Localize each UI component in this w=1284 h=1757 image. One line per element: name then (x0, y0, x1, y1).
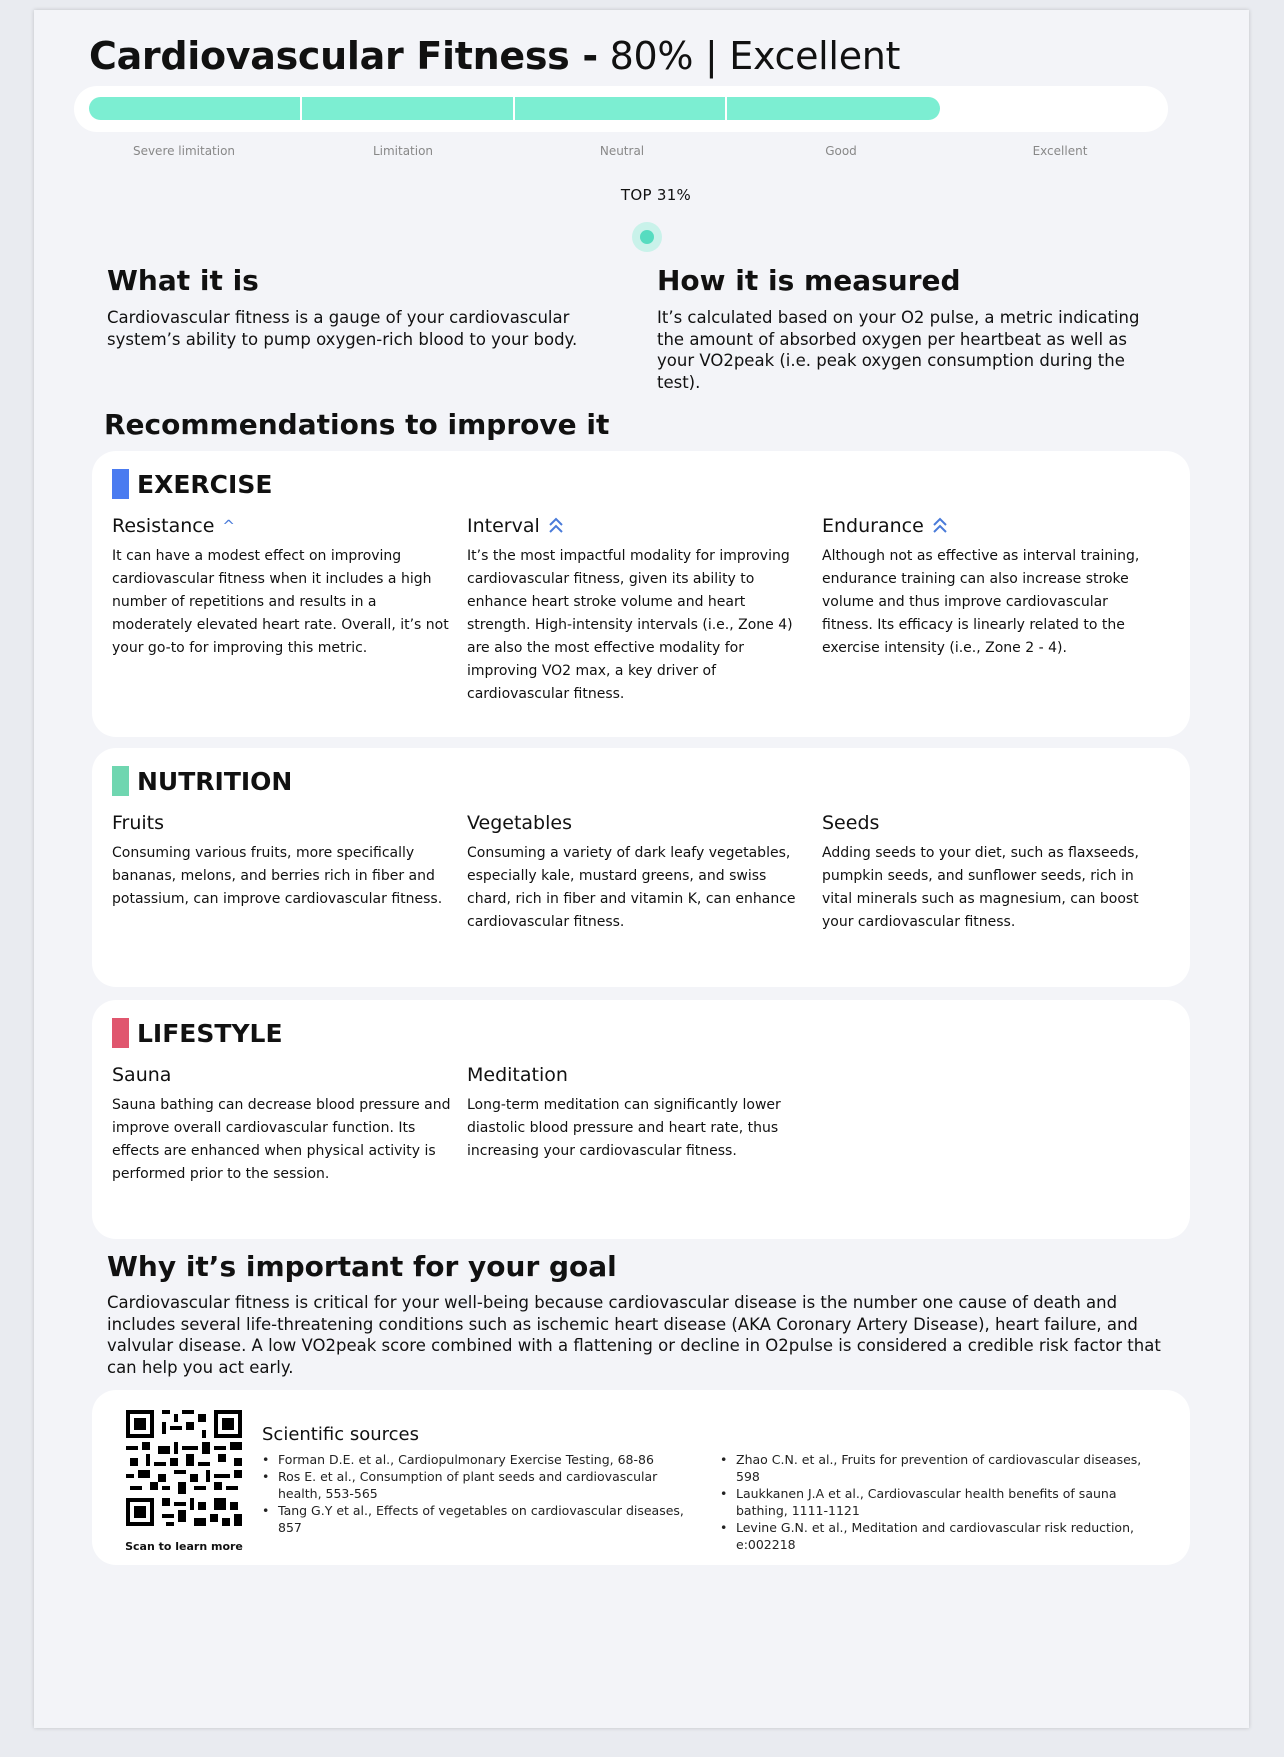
exercise-item-interval (467, 514, 807, 706)
source-item: • Laukkanen J.A et al., Cardiovascular health benefits of sauna bathing, 1111-1121 (720, 1485, 1160, 1519)
item-title: Meditation (467, 1064, 568, 1086)
item-title: Resistance (112, 515, 215, 537)
how-measured-text: It’s calculated based on your O2 pulse, a metric indicating the amount of absorbed oxygen per heartbeat as well as your VO2peak (i.e. peak oxygen consumption during the test). (657, 308, 1140, 392)
scale-label-limitation: Limitation (372, 144, 434, 158)
item-description: It’s the most impactful modality for improving cardiovascular fitness, given its ability to enhance heart stroke volume and heart strength. High-intensity intervals (i.e., Zone 4) are also the most effective modality for improving VO2 max, a key driver of cardiovascular fitness. (467, 548, 793, 702)
sources-list-left (262, 1451, 692, 1536)
scale-label-good: Good (825, 144, 857, 158)
exercise-item-resistance (112, 514, 452, 660)
item-title: Sauna (112, 1064, 172, 1086)
qr-code[interactable] (126, 1410, 242, 1526)
exercise-color-bar (112, 469, 129, 499)
progress-segment (515, 97, 728, 120)
progress-segment (727, 97, 940, 120)
page-title (89, 34, 900, 78)
what-it-is-text: Cardiovascular fitness is a gauge of your cardiovascular system’s ability to pump oxygen-rich blood to your body. (107, 308, 578, 349)
exercise-card (92, 451, 1190, 737)
progress-segment (89, 97, 302, 120)
exercise-heading-label: EXERCISE (137, 469, 273, 499)
how-measured-heading: How it is measured (657, 264, 961, 297)
lifestyle-item-meditation (467, 1063, 807, 1163)
nutrition-color-bar (112, 766, 129, 796)
why-important-heading: Why it’s important for your goal (107, 1250, 617, 1283)
item-title: Endurance (822, 515, 924, 537)
report-page (34, 10, 1249, 1728)
sources-heading: Scientific sources (262, 1424, 419, 1445)
source-item: • Tang G.Y et al., Effects of vegetables on cardiovascular diseases, 857 (262, 1502, 692, 1536)
lifestyle-card (92, 1000, 1190, 1239)
progress-segment (302, 97, 515, 120)
item-title: Interval (467, 515, 540, 537)
exercise-item-endurance (822, 514, 1162, 660)
item-description: Consuming a variety of dark leafy vegetables, especially kale, mustard greens, and swiss chard, rich in fiber and vitamin K, can enhance cardiovascular fitness. (467, 845, 796, 930)
nutrition-item-fruits (112, 811, 452, 911)
percentile-label: TOP 31% (620, 186, 692, 204)
item-description: Long-term meditation can significantly lower diastolic blood pressure and heart rate, thus increasing your cardiovascular fitness. (467, 1097, 781, 1159)
item-title: Fruits (112, 812, 165, 834)
item-title: Seeds (822, 812, 880, 834)
lifestyle-heading (112, 1018, 283, 1048)
item-description: Although not as effective as interval training, endurance training can also increase stroke volume and thus improve cardiovascular fitness. Its efficacy is linearly related to the exercise intensity (i.e., Zone 2 - 4). (822, 548, 1140, 656)
double-chevron-up-icon (932, 516, 948, 536)
nutrition-item-seeds (822, 811, 1162, 934)
scale-label-excellent: Excellent (1032, 144, 1088, 158)
sources-card (92, 1390, 1190, 1565)
nutrition-heading-label: NUTRITION (137, 766, 293, 796)
item-description: Adding seeds to your diet, such as flaxseeds, pumpkin seeds, and sunflower seeds, rich in vital minerals such as magnesium, can boost your cardiovascular fitness. (822, 845, 1139, 930)
recommendations-heading: Recommendations to improve it (104, 408, 610, 441)
lifestyle-heading-label: LIFESTYLE (137, 1018, 283, 1048)
score-progress-fill (89, 97, 940, 120)
nutrition-card (92, 748, 1190, 987)
source-item: • Levine G.N. et al., Meditation and cardiovascular risk reduction, e:002218 (720, 1519, 1160, 1553)
score-progress-track (74, 86, 1168, 132)
percentile-marker-dot (632, 222, 662, 252)
item-description: It can have a modest effect on improving cardiovascular fitness when it includes a high number of repetitions and results in a moderately elevated heart rate. Overall, it’s not your go-to for improving this metric. (112, 548, 449, 656)
lifestyle-color-bar (112, 1018, 129, 1048)
scale-label-neutral: Neutral (599, 144, 645, 158)
double-chevron-up-icon (548, 516, 564, 536)
nutrition-item-vegetables (467, 811, 807, 934)
page-title-metric: Cardiovascular Fitness - (89, 34, 598, 78)
item-description: Sauna bathing can decrease blood pressure and improve overall cardiovascular function. Its effects are enhanced when physical activity is performed prior to the session. (112, 1097, 451, 1182)
exercise-heading (112, 469, 272, 499)
qr-caption: Scan to learn more (125, 1540, 243, 1553)
sources-list-right (720, 1451, 1160, 1553)
page-title-score: 80% | Excellent (609, 34, 901, 78)
why-important-text: Cardiovascular fitness is critical for your well-being because cardiovascular disease is the number one cause of death and includes several life-threatening conditions such as ischemic heart disease (AKA Coronary Artery Disease), heart failure, and valvular disease. A low VO2peak score combined with a flattening or decline in O2pulse is considered a credible risk factor that can help you act early. (107, 1293, 1161, 1377)
lifestyle-item-sauna (112, 1063, 452, 1186)
source-item: • Forman D.E. et al., Cardiopulmonary Exercise Testing, 68-86 (262, 1451, 692, 1468)
item-title: Vegetables (467, 812, 572, 834)
chevron-up-icon: ^ (222, 517, 235, 535)
source-item: • Ros E. et al., Consumption of plant seeds and cardiovascular health, 553-565 (262, 1468, 692, 1502)
item-description: Consuming various fruits, more specifically bananas, melons, and berries rich in fiber and potassium, can improve cardiovascular fitness. (112, 845, 443, 907)
source-item: • Zhao C.N. et al., Fruits for prevention of cardiovascular diseases, 598 (720, 1451, 1160, 1485)
scale-label-severe: Severe limitation (132, 144, 236, 158)
nutrition-heading (112, 766, 292, 796)
what-it-is-heading: What it is (107, 264, 259, 297)
